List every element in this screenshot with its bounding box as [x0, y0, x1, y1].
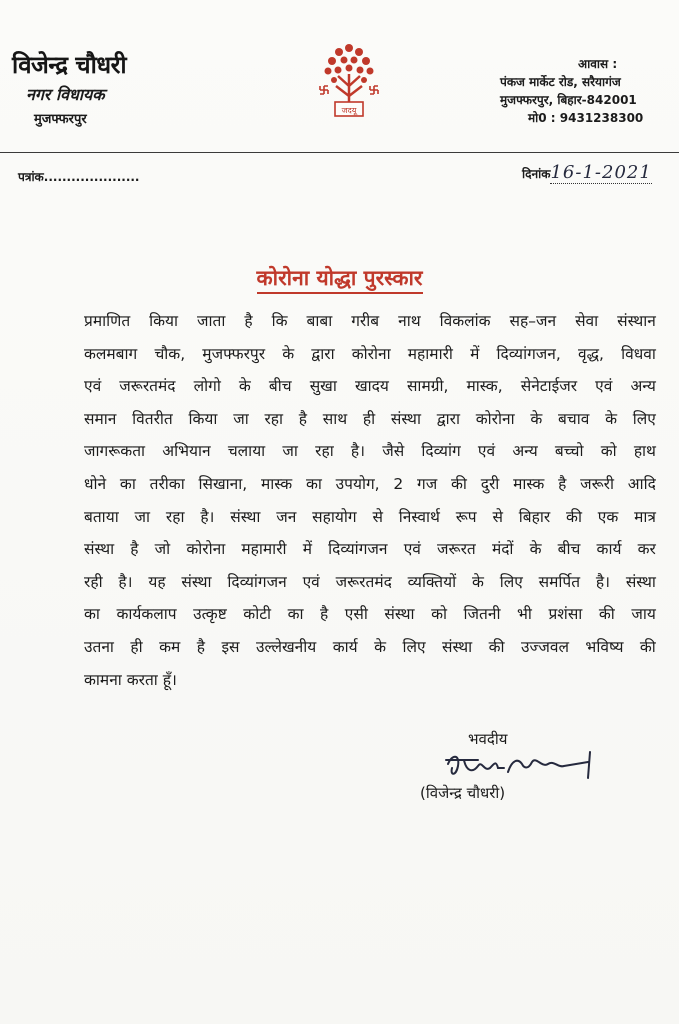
body-word: जाय [631, 605, 656, 624]
body-word: लिए [632, 409, 656, 428]
body-word: जन [276, 507, 297, 526]
body-word: कर [637, 540, 656, 559]
body-word: संस्था [181, 572, 212, 591]
body-word: रहा [315, 442, 334, 461]
body-line [84, 664, 656, 697]
body-line [84, 501, 656, 534]
body-word: खादय [354, 377, 389, 396]
body-word: नाथ [398, 312, 421, 330]
body-word: है [320, 605, 329, 624]
body-word: विधवा [621, 344, 656, 363]
reference-number: पत्रांक..................... [18, 170, 140, 184]
body-word: से [492, 507, 503, 526]
body-word: तरीका [149, 474, 185, 493]
letterhead-left [12, 50, 162, 130]
body-word: उज्जवल [520, 637, 569, 656]
body-word: उपयोग, [335, 474, 380, 493]
body-word: उतना [84, 637, 114, 656]
body-word: की [598, 605, 615, 624]
body-word: जागरूकता [84, 442, 146, 461]
mobile-number: मो0 : 9431238300 [528, 111, 644, 125]
body-word: एक [597, 507, 619, 526]
body-word: का [84, 605, 100, 624]
body-word: के [471, 572, 484, 591]
body-word: इस [221, 637, 240, 656]
body-word: में [470, 344, 480, 363]
body-line [84, 370, 656, 403]
body-word: में [302, 540, 312, 559]
body-word: मास्क, [466, 377, 503, 396]
body-word: जाता [197, 312, 226, 330]
body-word: एवं [595, 377, 613, 396]
body-word: की [451, 474, 467, 493]
body-word: कार्य [332, 637, 358, 656]
body-word: की [566, 507, 582, 526]
body-word: के [282, 344, 295, 363]
body-line [84, 435, 656, 468]
body-word: जा [233, 409, 249, 428]
body-word: के [605, 409, 617, 428]
body-line [84, 598, 656, 631]
body-word: है [298, 409, 307, 428]
body-word: किया [188, 409, 218, 428]
letter-title-text: कोरोना योद्धा पुरस्कार [257, 266, 423, 294]
body-word: कोरोना [186, 540, 226, 559]
body-word: उल्लेखनीय [255, 637, 317, 656]
body-word: रूप [455, 507, 477, 526]
body-word: संस्था [390, 409, 421, 428]
body-word: जा [134, 507, 151, 526]
body-line [84, 338, 656, 371]
body-word: एवं [477, 442, 496, 461]
body-word: मुजफ्फरपुर [202, 344, 266, 363]
body-word: दिव्यांगजन [328, 540, 388, 559]
body-word: गज [417, 474, 438, 493]
party-emblem [308, 38, 390, 128]
mla-city: मुजफ्फरपुर [34, 112, 87, 127]
body-word: लोगो [193, 377, 221, 396]
body-word: ही [362, 409, 376, 428]
body-word: जरूरतमंद [119, 377, 176, 396]
body-word: चौक, [154, 344, 186, 363]
body-word: मास्क [260, 474, 293, 493]
body-word: एसी [344, 605, 368, 624]
body-word: के [374, 637, 386, 656]
body-word: संस्था [84, 540, 115, 559]
body-word: किया [149, 312, 179, 330]
body-word: सहायोग [312, 507, 357, 526]
body-word: के [238, 377, 251, 396]
body-word: की [639, 637, 656, 656]
body-word: कामना करता हूँ। [84, 670, 177, 689]
body-word: है। [595, 572, 610, 591]
body-word: से [372, 507, 383, 526]
body-word: व्यक्तियों [407, 572, 457, 591]
body-word: धोने [84, 474, 107, 493]
body-word: का [119, 474, 136, 493]
body-word: जो [154, 540, 171, 559]
body-word: समान [84, 409, 117, 428]
body-word: जा [282, 442, 298, 461]
body-line [84, 403, 656, 436]
body-word: रहा [264, 409, 284, 428]
body-word: रहा [165, 507, 185, 526]
signer-name: (विजेन्द्र चौधरी) [420, 784, 506, 802]
body-word: मास्क [513, 474, 545, 493]
body-word: बाबा [306, 312, 333, 330]
body-word: ही [130, 637, 143, 656]
body-word: महामारी [241, 540, 287, 559]
closing-word: भवदीय [468, 730, 508, 748]
body-word: सह–जन [509, 312, 557, 330]
mla-name: विजेन्द्र चौधरी [12, 51, 127, 79]
body-word: अन्य [512, 442, 538, 461]
body-word: की [488, 637, 505, 656]
body-word: यह [148, 572, 166, 591]
body-word: जरूरत [437, 540, 476, 559]
body-word: है [196, 637, 205, 656]
body-word: बच्चो [554, 442, 584, 461]
body-word: चलाया [227, 442, 266, 461]
body-word: दुरी [480, 474, 500, 493]
body-word: विकलांक [439, 312, 491, 330]
body-word: कम [159, 637, 181, 656]
body-word: एवं [302, 572, 320, 591]
body-word: जितनी [463, 605, 501, 624]
letterhead-address [500, 55, 670, 127]
body-word: कोरोना [351, 344, 391, 363]
body-word: को [600, 442, 617, 461]
body-word: हाथ [633, 442, 656, 461]
body-word: द्वारा [311, 344, 335, 363]
body-word: गरीब [351, 312, 380, 330]
date-label: दिनांक [522, 167, 551, 181]
body-word: एवं [403, 540, 421, 559]
address-title: आवास : [578, 57, 618, 71]
mla-designation: नगर विधायक [26, 85, 105, 104]
body-word: अभियान [162, 442, 211, 461]
body-word: है। [200, 507, 215, 526]
body-word: सेनेटाईजर [520, 377, 578, 396]
body-word: बताया [84, 507, 119, 526]
body-word: का [305, 474, 322, 493]
address-line-1: पंकज मार्केट रोड, सरैयागंज [500, 75, 621, 89]
body-word: संस्थान [617, 312, 656, 330]
body-word: बिहार [518, 507, 551, 526]
body-word: कार्य [596, 540, 622, 559]
body-word: है [130, 540, 139, 559]
date-field [522, 162, 652, 183]
body-word: लिए [402, 637, 426, 656]
body-word: जैसे [382, 442, 405, 461]
body-word: दिव्यांगजन [227, 572, 287, 591]
body-word: एवं [84, 377, 102, 396]
body-word: के [529, 540, 542, 559]
body-word: साथ [322, 409, 348, 428]
body-word: वृद्ध, [578, 344, 604, 363]
body-word: सिखाना, [198, 474, 248, 493]
body-word: निस्वार्थ [398, 507, 440, 526]
body-word: को [431, 605, 447, 624]
emblem-label: जदयू [341, 106, 357, 115]
body-word: भी [517, 605, 532, 624]
body-line [84, 566, 656, 599]
letter-title [0, 264, 679, 292]
body-word: सेवा [575, 312, 599, 330]
body-word: मात्र [634, 507, 656, 526]
body-word: कि [271, 312, 288, 330]
body-word: भविष्य [585, 637, 624, 656]
body-word: द्वारा [436, 409, 460, 428]
body-word: कार्यकलाप [116, 605, 177, 624]
body-word: संस्था [230, 507, 261, 526]
body-word: सामग्री, [406, 377, 449, 396]
body-word: संस्था [384, 605, 415, 624]
signature-block [420, 728, 620, 804]
body-word: है [244, 312, 253, 330]
body-word: वितरीत [132, 409, 173, 428]
body-line [84, 305, 656, 338]
body-line [84, 631, 656, 664]
body-word: है [558, 474, 567, 493]
body-word: जरूरी [580, 474, 614, 493]
body-word: दिव्यांगजन, [496, 344, 561, 363]
body-word: संस्था [625, 572, 656, 591]
body-word: बीच [268, 377, 292, 396]
body-word: है। [118, 572, 133, 591]
body-word: के [530, 409, 543, 428]
body-word: महामारी [407, 344, 453, 363]
body-line [84, 533, 656, 566]
body-word: प्रशंसा [548, 605, 583, 624]
body-word: अन्य [630, 377, 656, 396]
body-word: 2 [393, 474, 404, 493]
letter-body [84, 305, 656, 696]
body-word: समर्पित [538, 572, 581, 591]
body-word: कोटी [243, 605, 272, 624]
body-word: कलमबाग [84, 344, 138, 363]
body-word: उत्कृष्ट [193, 605, 227, 624]
body-word: रही [84, 572, 103, 591]
date-value: 16-1-2021 [550, 162, 652, 183]
body-word: बीच [557, 540, 581, 559]
body-word: सुखा [309, 377, 337, 396]
body-word: संस्था [442, 637, 473, 656]
body-word: दिव्यांग [421, 442, 461, 461]
body-word: प्रमाणित [84, 312, 131, 330]
address-line-2: मुजफ्फरपुर, बिहार-842001 [500, 93, 637, 107]
body-word: लिए [499, 572, 523, 591]
body-word: कोरोना [475, 409, 515, 428]
body-word: बचाव [558, 409, 590, 428]
handwritten-signature [438, 746, 608, 786]
body-word: जरूरतमंद [335, 572, 392, 591]
body-word: आदि [627, 474, 656, 493]
header-divider [0, 152, 679, 153]
body-word: का [287, 605, 304, 624]
body-word: है। [350, 442, 366, 461]
body-line [84, 468, 656, 501]
body-word: मंदों [491, 540, 514, 559]
